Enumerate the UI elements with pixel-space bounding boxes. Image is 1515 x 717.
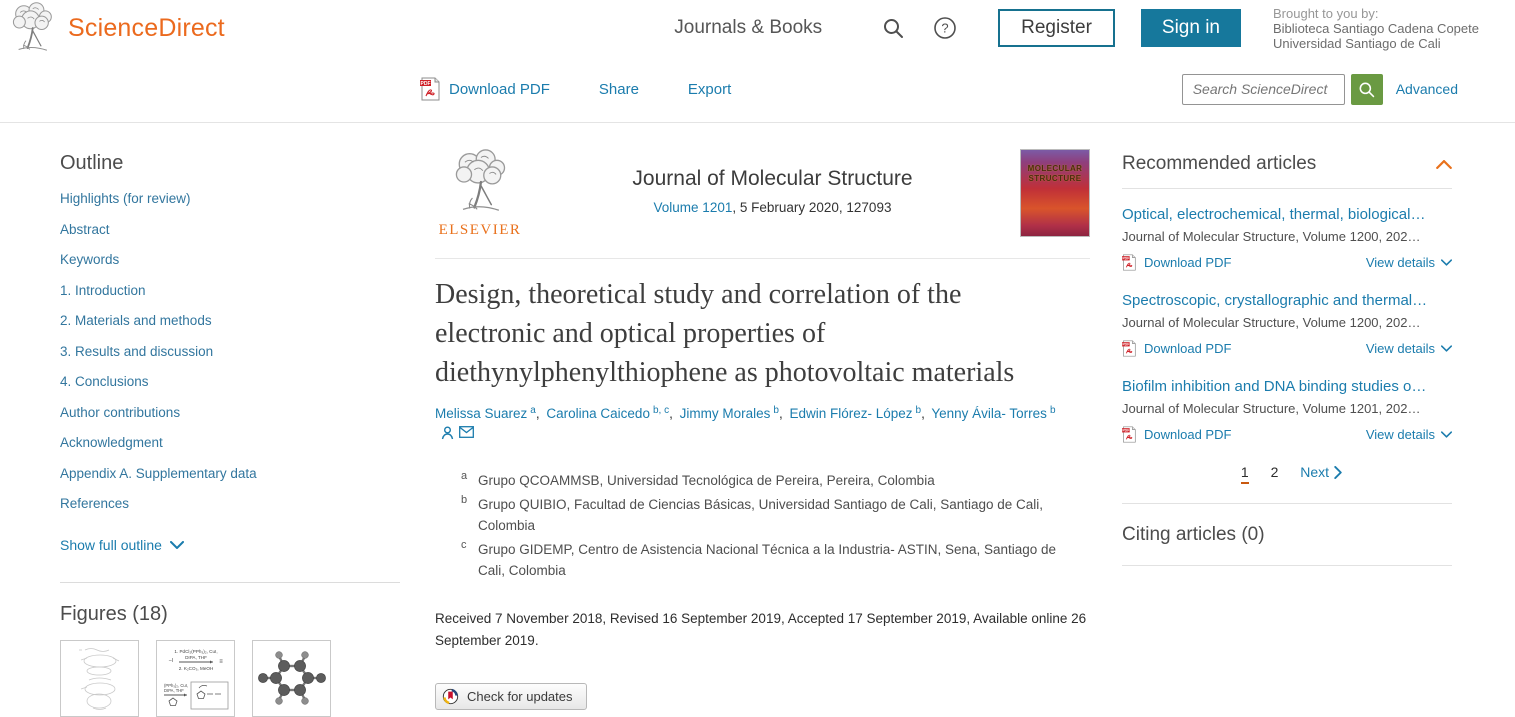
outline-item-highlights[interactable]: Highlights (for review): [60, 191, 191, 206]
check-for-updates-button[interactable]: Check for updates: [435, 683, 587, 710]
outline-item-introduction[interactable]: 1. Introduction: [60, 282, 146, 298]
share-link[interactable]: Share: [598, 80, 639, 98]
figures-title: Figures (18): [60, 602, 168, 625]
recommended-article: [1122, 206, 1452, 271]
collapse-panel-icon[interactable]: [1436, 160, 1452, 169]
chevron-down-icon: [1441, 345, 1452, 352]
affiliation-c: c Grupo GIDEMP, Centro de Asistencia Nacional Técnica a la Industria- ASTIN, Sena, Santiago de Cali, Colombia: [461, 538, 1057, 578]
advanced-search-link[interactable]: Advanced: [1395, 81, 1458, 97]
author-link[interactable]: Carolina Caicedo $^{b, c}$: [546, 404, 670, 422]
svg-text:DIPA, THF: DIPA, THF: [163, 688, 184, 693]
journal-issue-line: Volume 1201, 5 February 2020, 127093: [653, 200, 892, 215]
outline-item-conclusions[interactable]: 4. Conclusions: [60, 374, 149, 389]
institution-banner: [1273, 6, 1501, 51]
author-list: Melissa Suarez $^a$, Carolina Caicedo $^{b, c}$, Jimmy Morales $^b$, Edwin Flórez- López $^b$, Yenny Ávila- Torres $^b$: [435, 403, 1090, 445]
recommended-article-source: Journal of Molecular Structure, Volume 1200, 202…: [1122, 315, 1421, 330]
view-details-toggle[interactable]: View details: [1366, 341, 1452, 356]
top-header: [0, 0, 1515, 56]
figure-thumbnail-structures[interactable]: [60, 640, 139, 717]
author-link[interactable]: Jimmy Morales $^b$: [679, 404, 779, 422]
view-details-toggle[interactable]: View details: [1366, 427, 1452, 442]
recommended-sidebar: [1122, 123, 1452, 717]
svg-text:1. PdCl₂(PPh₃)₂, CuI,: 1. PdCl₂(PPh₃)₂, CuI,: [173, 649, 218, 654]
author-link[interactable]: Melissa Suarez $^a$: [435, 404, 536, 422]
sidebar-divider: [60, 582, 400, 583]
chevron-down-icon: [170, 541, 184, 549]
figure-thumbnails: [60, 640, 400, 717]
svg-text:2. K₂CO₃, MeOH: 2. K₂CO₃, MeOH: [178, 666, 213, 671]
pagination-page-2[interactable]: 2: [1270, 464, 1279, 480]
outline-title: Outline: [60, 152, 124, 174]
recommended-articles-title: Recommended articles: [1122, 153, 1317, 174]
export-link[interactable]: Export: [687, 80, 732, 98]
pagination-page-1[interactable]: 1: [1241, 464, 1249, 484]
recommended-pagination: [1122, 464, 1452, 484]
outline-item-abstract[interactable]: Abstract: [60, 221, 110, 237]
volume-link[interactable]: Volume 1201: [653, 200, 733, 215]
download-pdf-link[interactable]: Download PDF: [1122, 254, 1231, 271]
show-full-outline-toggle[interactable]: Show full outline: [60, 537, 184, 553]
journal-cover-image[interactable]: MOLECULAR STRUCTURE: [1020, 149, 1090, 237]
reaction-scheme-image: [161, 644, 231, 712]
chevron-down-icon: [1441, 431, 1452, 438]
svg-text:(PPh₃)₂, CuI,: (PPh₃)₂, CuI,: [163, 683, 188, 688]
pdf-icon: [1122, 426, 1136, 443]
download-pdf-link[interactable]: Download PDF: [420, 77, 550, 101]
outline-item-acknowledgment[interactable]: Acknowledgment: [60, 435, 163, 450]
register-button[interactable]: Register: [998, 9, 1115, 47]
sciencedirect-home-link[interactable]: [8, 2, 225, 54]
sidebar-divider: [1122, 565, 1452, 566]
recommended-article-link[interactable]: Spectroscopic, crystallographic and thermal…: [1122, 292, 1428, 309]
svg-text:DIPA, THF: DIPA, THF: [184, 655, 207, 660]
search-input[interactable]: [1182, 74, 1345, 105]
structures-sketch-image: [65, 644, 135, 712]
elsevier-tree-logo-icon: [441, 149, 519, 215]
author-profile-icon[interactable]: [441, 426, 454, 440]
email-author-icon[interactable]: [459, 426, 474, 438]
author-link[interactable]: Edwin Flórez- López $^b$: [789, 404, 922, 422]
affiliation-b: b Grupo QUIBIO, Facultad de Ciencias Básicas, Universidad Santiago de Cali, Santiago de Cali, Colombia: [461, 493, 1044, 533]
article-main: [435, 123, 1090, 717]
header-search-icon[interactable]: [880, 15, 906, 41]
outline-item-author-contributions[interactable]: Author contributions: [60, 404, 181, 420]
recommended-article: [1122, 378, 1452, 443]
recommended-article: [1122, 292, 1452, 357]
help-icon[interactable]: [932, 15, 958, 41]
brand-wordmark: ScienceDirect: [68, 13, 225, 42]
pdf-icon: [1122, 340, 1136, 357]
sign-in-button[interactable]: Sign in: [1141, 9, 1241, 47]
outline-item-keywords[interactable]: Keywords: [60, 252, 120, 267]
citing-articles-title: Citing articles (0): [1122, 524, 1265, 545]
recommended-article-source: Journal of Molecular Structure, Volume 1201, 202…: [1122, 401, 1421, 416]
figure-thumbnail-scheme[interactable]: [156, 640, 235, 717]
svg-text:–I: –I: [168, 658, 173, 664]
author-link[interactable]: Yenny Ávila- Torres $^b$: [931, 404, 1056, 422]
recommended-article-link[interactable]: Biofilm inhibition and DNA binding studies o…: [1122, 378, 1427, 395]
download-pdf-link[interactable]: Download PDF: [1122, 426, 1231, 443]
outline-item-materials[interactable]: 2. Materials and methods: [60, 313, 212, 328]
affiliations-block: [461, 470, 1090, 581]
outline-sidebar: [60, 123, 400, 717]
figure-thumbnail-molecule[interactable]: [252, 640, 331, 717]
affiliation-a: a Grupo QCOAMMSB, Universidad Tecnológica de Pereira, Pereira, Colombia: [461, 469, 935, 488]
article-title: Design, theoretical study and correlation of the electronic and optical properties of diethynylphenylthiophene as photovoltaic materials: [435, 279, 1015, 388]
journals-books-link[interactable]: Journals & Books: [674, 17, 823, 38]
chevron-right-icon: [1334, 466, 1342, 479]
recommended-article-link[interactable]: Optical, electrochemical, thermal, biological…: [1122, 206, 1426, 223]
crossmark-icon: [442, 688, 459, 705]
outline-item-results[interactable]: 3. Results and discussion: [60, 343, 214, 359]
svg-text:?: ?: [941, 20, 949, 36]
brought-by-label: Brought to you by:: [1273, 5, 1379, 21]
pagination-next-link[interactable]: Next: [1300, 464, 1342, 480]
download-pdf-link[interactable]: Download PDF: [1122, 340, 1231, 357]
elsevier-tree-logo-icon: [8, 2, 56, 54]
sidebar-divider: [1122, 503, 1452, 504]
recommended-article-source: Journal of Molecular Structure, Volume 1200, 202…: [1122, 229, 1421, 244]
banner-divider: [435, 258, 1090, 259]
article-dates: Received 7 November 2018, Revised 16 September 2019, Accepted 17 September 2019, Available online 26 September 2019.: [435, 610, 1087, 648]
journal-title-link[interactable]: Journal of Molecular Structure: [632, 167, 913, 190]
institution-university: Universidad Santiago de Cali: [1273, 35, 1441, 51]
elsevier-logo[interactable]: [435, 149, 525, 239]
molecule-model-image: [257, 644, 327, 712]
institution-name: Biblioteca Santiago Cadena Copete: [1273, 20, 1479, 36]
elsevier-wordmark: ELSEVIER: [438, 222, 522, 238]
outline-item-references[interactable]: References: [60, 496, 130, 511]
pdf-icon: [420, 77, 440, 101]
view-details-toggle[interactable]: View details: [1366, 255, 1452, 270]
svg-text:≡: ≡: [218, 659, 223, 665]
outline-item-appendix[interactable]: Appendix A. Supplementary data: [60, 465, 257, 481]
search-icon: [1358, 81, 1375, 98]
journal-banner: [435, 149, 1090, 239]
article-toolbar: [0, 56, 1515, 123]
pdf-icon: [1122, 254, 1136, 271]
search-submit-button[interactable]: [1351, 74, 1383, 105]
chevron-down-icon: [1441, 259, 1452, 266]
